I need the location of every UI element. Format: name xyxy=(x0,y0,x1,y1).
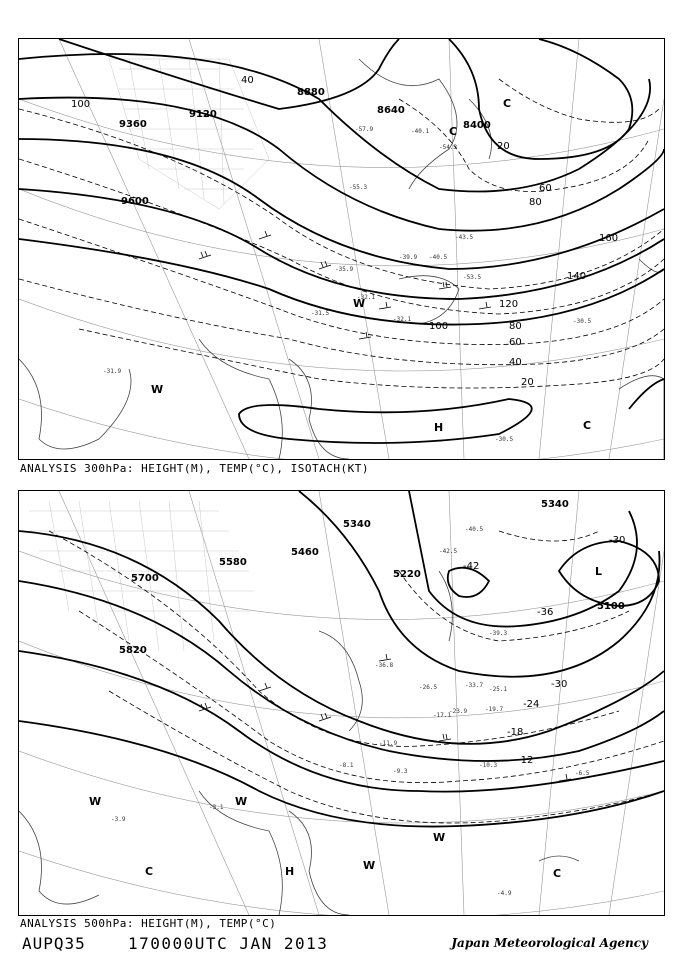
cold-centre-marker: C xyxy=(145,865,154,878)
low-centre-marker: L xyxy=(595,565,603,578)
graticule-500 xyxy=(19,491,664,915)
isotach-label: 80 xyxy=(509,321,522,332)
isotach-label: 100 xyxy=(71,99,91,110)
station-temp: -19.7 xyxy=(485,706,504,713)
height-contours-300 xyxy=(19,39,664,443)
isotach-label: 20 xyxy=(521,377,534,388)
isotherm-label: -24 xyxy=(523,699,540,710)
station-temp: -40.1 xyxy=(411,128,430,135)
analysis-timestamp: 170000UTC JAN 2013 xyxy=(128,934,329,953)
warm-centre-marker: W xyxy=(433,831,446,844)
isotherm-label: -30 xyxy=(551,679,568,690)
isotachs-300 xyxy=(19,79,664,388)
cold-centre-marker: C xyxy=(553,867,562,880)
isotherm-label: -42 xyxy=(463,561,480,572)
station-temp: -55.3 xyxy=(349,184,368,191)
station-temp: -10.3 xyxy=(479,762,498,769)
height-label: 5460 xyxy=(291,547,319,558)
station-temp: -6.5 xyxy=(575,770,590,777)
height-label: 8400 xyxy=(463,120,491,131)
isotach-labels-300 xyxy=(71,75,618,388)
station-temp: -17.1 xyxy=(433,712,452,719)
station-temp: -39.9 xyxy=(399,254,418,261)
station-temp: -8.1 xyxy=(339,762,354,769)
warm-centre-marker: W xyxy=(151,383,164,396)
centres-500 xyxy=(89,565,602,880)
map-panel-300hpa xyxy=(18,38,665,460)
warm-centre-marker: W xyxy=(89,795,102,808)
cold-centre-marker: C xyxy=(449,125,458,138)
station-temp: -40.5 xyxy=(465,526,484,533)
station-temp: -36.8 xyxy=(375,662,394,669)
isotherm-label: -30 xyxy=(609,535,626,546)
isotach-label: 160 xyxy=(599,233,619,244)
station-temp: -9.3 xyxy=(393,768,408,775)
station-temp: -25.1 xyxy=(489,686,508,693)
coastlines-300 xyxy=(19,59,664,459)
graticule-300 xyxy=(19,39,664,459)
station-temp: -23.9 xyxy=(449,708,468,715)
station-temp: -30.5 xyxy=(573,318,592,325)
cold-centre-marker: C xyxy=(503,97,512,110)
chart-id: AUPQ35 xyxy=(22,934,86,953)
height-label: 5100 xyxy=(597,601,625,612)
isotach-label: 100 xyxy=(429,321,449,332)
cold-centre-marker: C xyxy=(583,419,592,432)
warm-centre-marker: W xyxy=(235,795,248,808)
isotherm-label: -12 xyxy=(517,755,534,766)
station-temp: -4.9 xyxy=(497,890,512,897)
station-temp: -31.5 xyxy=(311,310,330,317)
station-temp: -43.5 xyxy=(455,234,474,241)
height-label: 5340 xyxy=(541,499,569,510)
height-contours-500 xyxy=(19,491,664,827)
height-label: 5820 xyxy=(119,645,147,656)
station-temps-300 xyxy=(103,126,591,443)
station-temp: -40.5 xyxy=(429,254,448,261)
station-temp: -54.3 xyxy=(439,144,458,151)
station-temp: -31.9 xyxy=(103,368,122,375)
isotherm-label: -36 xyxy=(537,607,554,618)
isotach-label: 140 xyxy=(567,271,587,282)
station-temp: -3.1 xyxy=(209,804,224,811)
height-label: 9360 xyxy=(119,119,147,130)
station-temp: -53.5 xyxy=(463,274,482,281)
high-centre-marker: H xyxy=(285,865,295,878)
warm-centre-marker: W xyxy=(363,859,376,872)
height-label: 9120 xyxy=(189,109,217,120)
station-temps-500 xyxy=(111,526,590,897)
isotach-label: 40 xyxy=(241,75,254,86)
warm-centre-marker: W xyxy=(353,297,366,310)
height-label: 5220 xyxy=(393,569,421,580)
station-temp: -30.5 xyxy=(495,436,514,443)
station-temp: -42.5 xyxy=(439,548,458,555)
station-temp: -26.5 xyxy=(419,684,438,691)
caption-500hpa: ANALYSIS 500hPa: HEIGHT(M), TEMP(°C) xyxy=(20,917,277,930)
station-temp: -32.1 xyxy=(393,316,412,323)
height-label: 8640 xyxy=(377,105,405,116)
isotach-label: 120 xyxy=(499,299,519,310)
station-temp: -35.9 xyxy=(335,266,354,273)
height-label: 5700 xyxy=(131,573,159,584)
map-300hpa-svg xyxy=(19,39,664,459)
station-temp: -57.9 xyxy=(355,126,374,133)
isotach-label: 60 xyxy=(539,183,552,194)
height-label: 5340 xyxy=(343,519,371,530)
isotach-label: 60 xyxy=(509,337,522,348)
station-temp: -32.1 xyxy=(357,294,376,301)
station-temp: -11.9 xyxy=(379,740,398,747)
map-panel-500hpa xyxy=(18,490,665,916)
height-label: 8880 xyxy=(297,87,325,98)
station-temp: -39.3 xyxy=(489,630,508,637)
isotach-label: 40 xyxy=(509,357,522,368)
map-500hpa-svg xyxy=(19,491,664,915)
height-label: 9600 xyxy=(121,196,149,207)
height-label: 5580 xyxy=(219,557,247,568)
agency-name: Japan Meteorological Agency xyxy=(451,936,648,950)
station-temp: -33.7 xyxy=(465,682,484,689)
high-centre-marker: H xyxy=(434,421,444,434)
station-temp: -3.9 xyxy=(111,816,126,823)
isotach-label: 20 xyxy=(497,141,510,152)
isotherm-label: -18 xyxy=(507,727,524,738)
isotach-label: 80 xyxy=(529,197,542,208)
caption-300hpa: ANALYSIS 300hPa: HEIGHT(M), TEMP(°C), ISOTACH(KT) xyxy=(20,462,370,475)
